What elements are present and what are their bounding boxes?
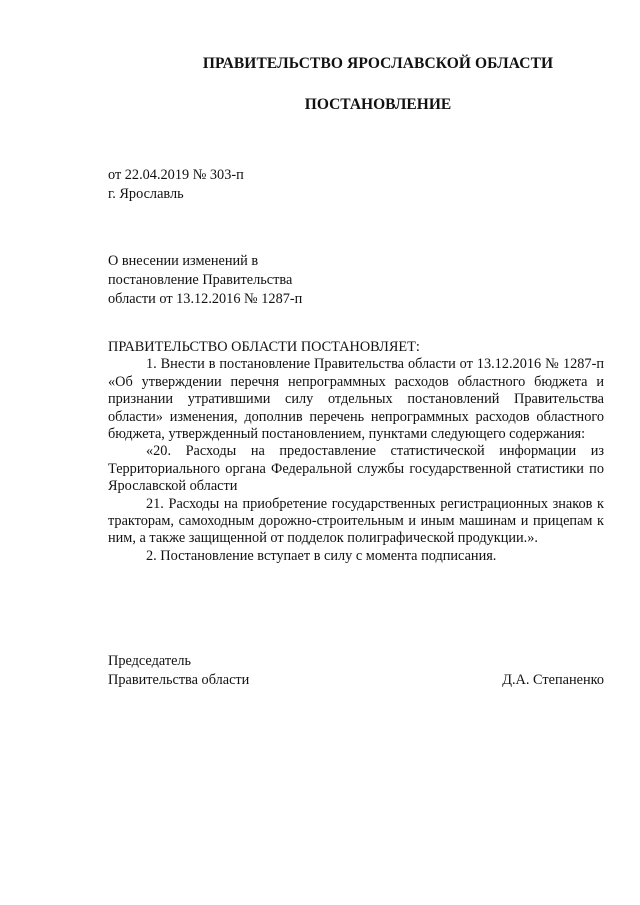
signatory-name: Д.А. Степаненко — [502, 672, 604, 688]
subject-line: постановление Правительства — [108, 272, 293, 288]
body-paragraph: 1. Внести в постановление Правительства области от 13.12.2016 № 1287-п «Об утверждении перечня непрограммных расходов областного бюджета и признании утратившими силу отдельных постановлений Правительства области» изменения, дополнив перечень непрограммных расходов областного бюджета, утвержденный постановлением, пунктами следующего содержания: — [108, 356, 604, 443]
preamble: ПРАВИТЕЛЬСТВО ОБЛАСТИ ПОСТАНОВЛЯЕТ: — [108, 339, 420, 355]
body-paragraph: 21. Расходы на приобретение государственных регистрационных знаков к тракторам, самоходным дорожно-строительным и иным машинам и прицепам к ним, а также защищенной от подделок полиграфической продукции.». — [108, 495, 604, 547]
body-paragraph: 2. Постановление вступает в силу с момента подписания. — [146, 547, 497, 564]
document-type: ПОСТАНОВЛЕНИЕ — [304, 96, 452, 113]
signatory-title-line2: Правительства области — [108, 672, 250, 688]
date-number: от 22.04.2019 № 303-п — [108, 167, 244, 183]
document-subject — [108, 252, 302, 309]
body-paragraph: «20. Расходы на предоставление статистической информации из Территориального органа Федеральной службы государственной статистики по Ярославской области — [108, 443, 604, 495]
signature-row — [108, 671, 604, 690]
subject-line: области от 13.12.2016 № 1287-п — [108, 291, 303, 307]
signatory-title-line1: Председатель — [108, 653, 192, 669]
signature-block — [108, 652, 604, 690]
document-meta — [108, 166, 244, 204]
document-body — [108, 339, 604, 565]
city: г. Ярославль — [108, 186, 184, 202]
subject-line: О внесении изменений в — [108, 253, 259, 269]
organization-title: ПРАВИТЕЛЬСТВО ЯРОСЛАВСКОЙ ОБЛАСТИ — [202, 55, 554, 72]
